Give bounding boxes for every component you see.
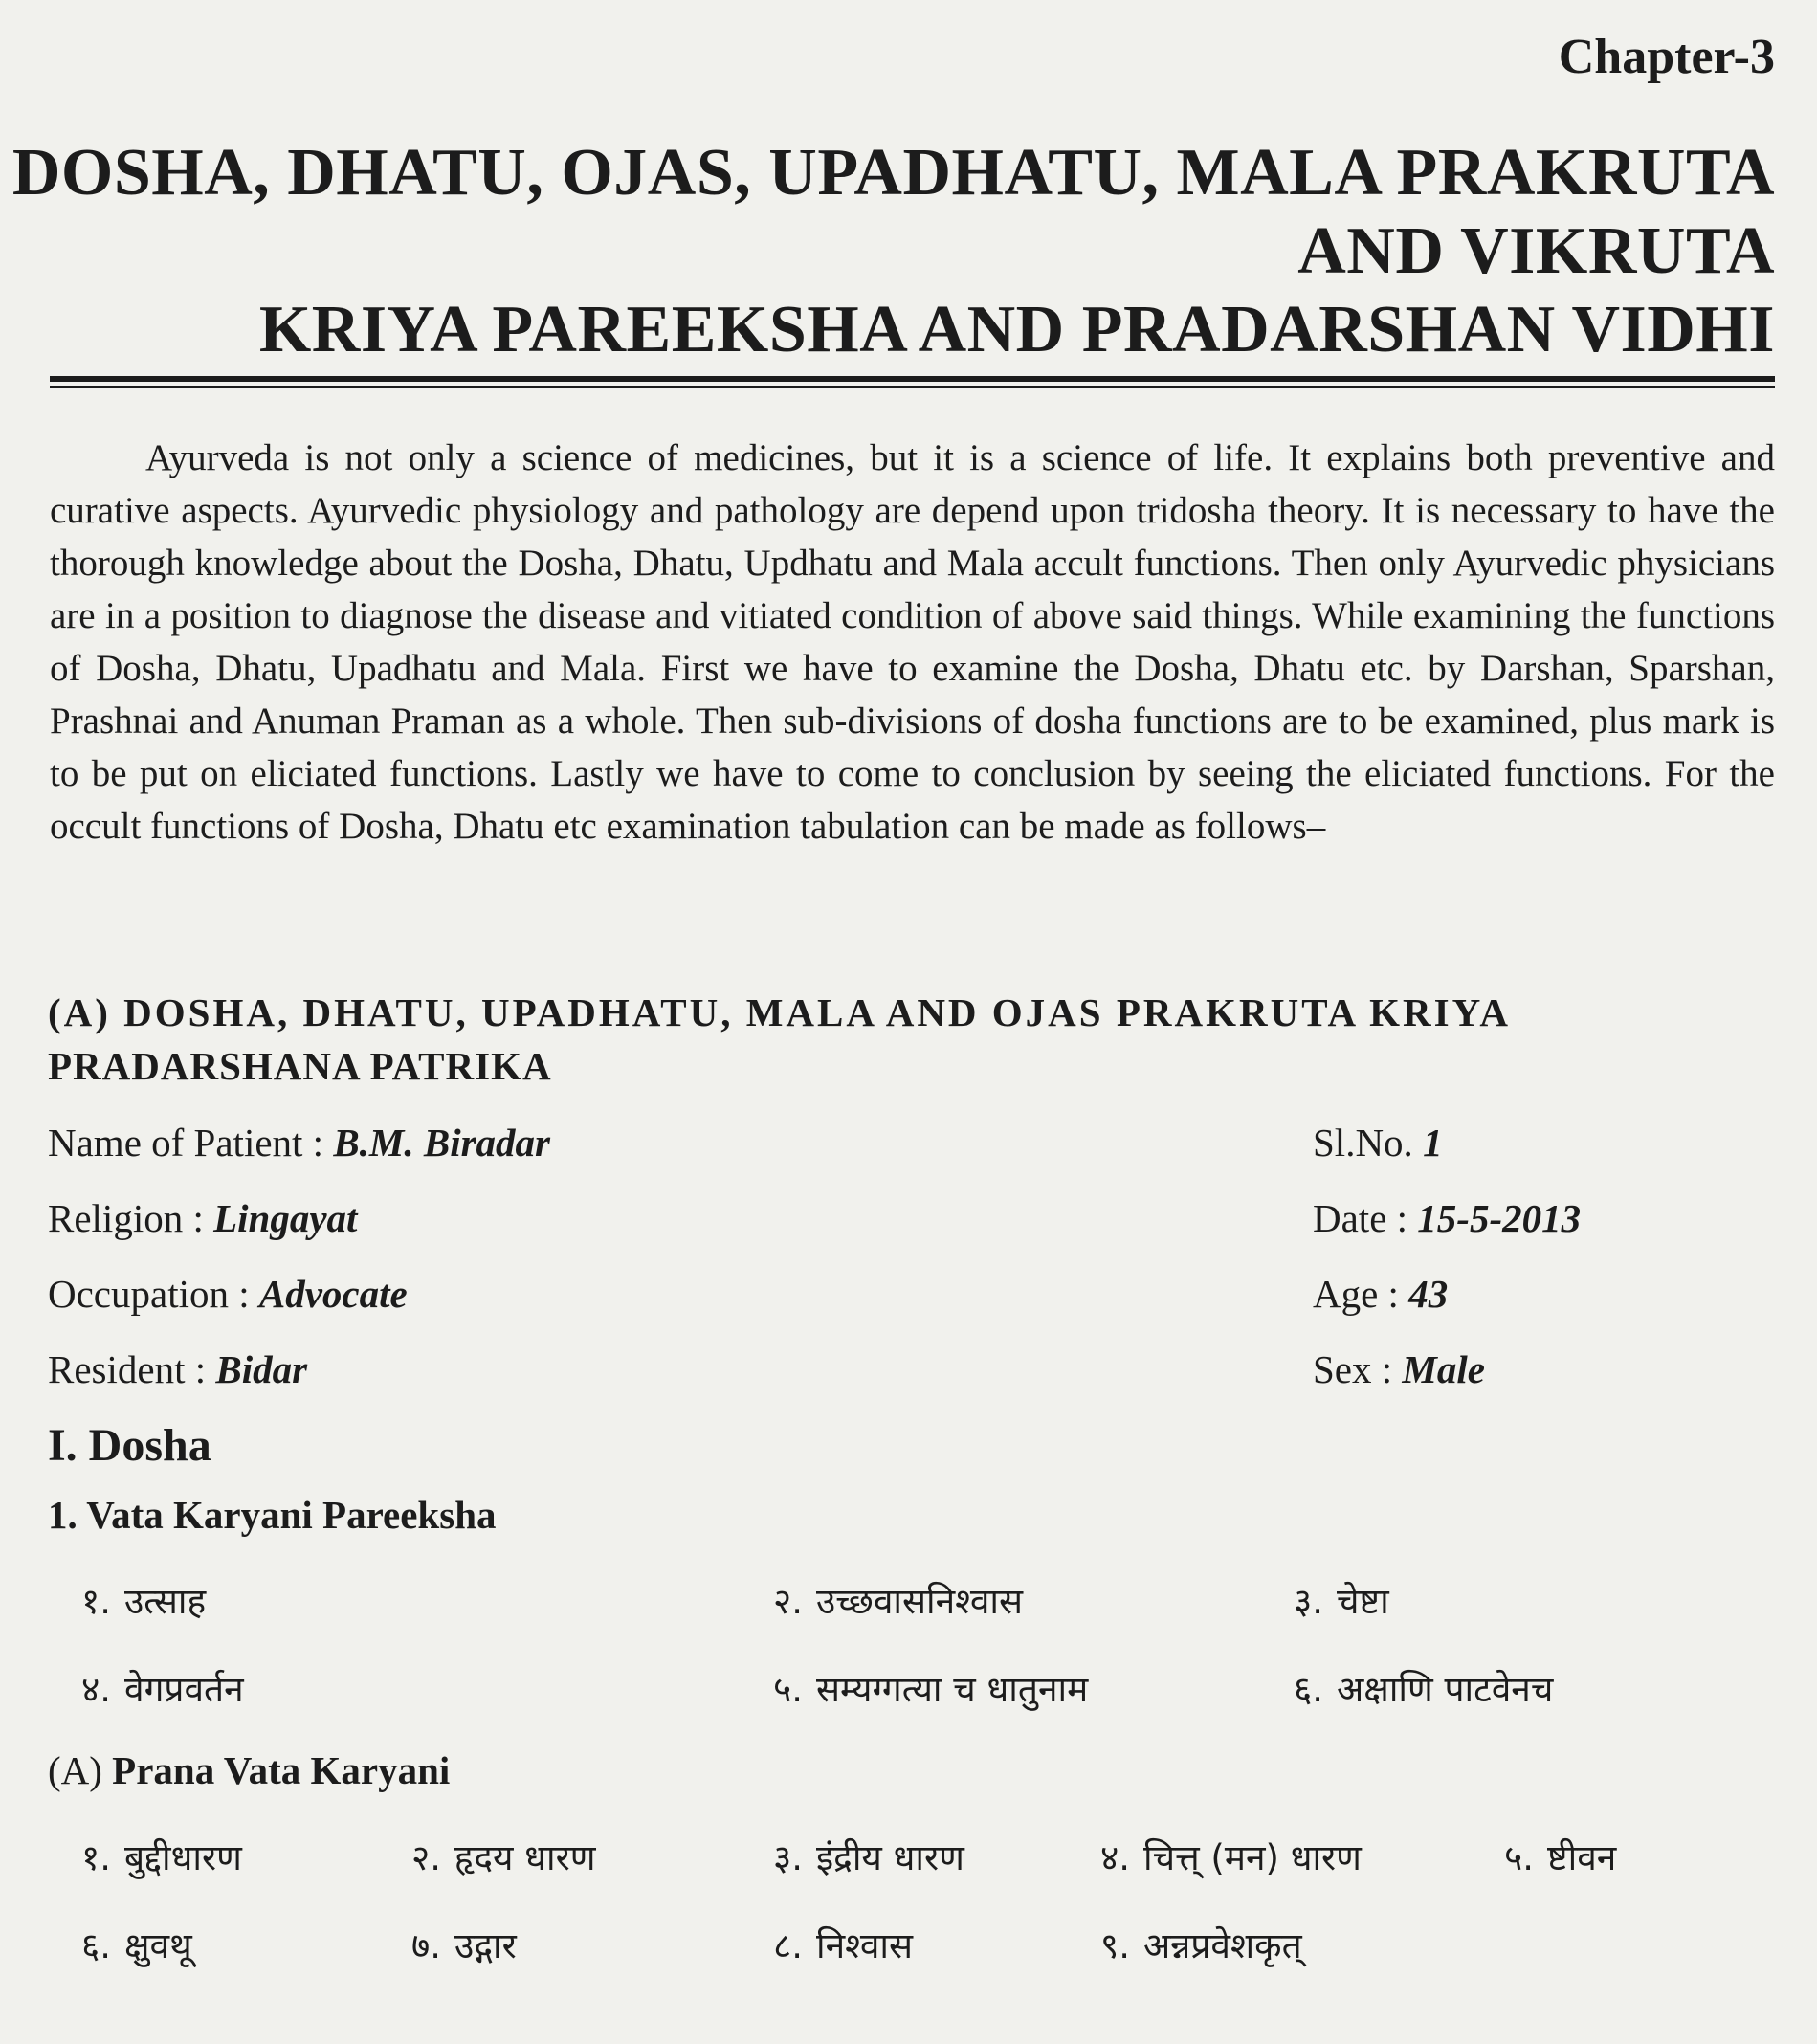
age-value: 43 [1408,1272,1449,1316]
serial-number-field [1313,1120,1443,1166]
sex-value: Male [1402,1347,1485,1391]
prana-item: ९. अन्नप्रवेशकृत् [1100,1925,1302,1966]
vata-item: ४. वेगप्रवर्तन [81,1669,244,1710]
occupation-field [48,1271,408,1317]
resident-label: Resident : [48,1347,216,1391]
prana-vata-title: Prana Vata Karyani [112,1748,451,1792]
vata-item: ३. चेष्टा [1294,1581,1389,1622]
section-a-line-2: PRADARSHANA PATRIKA [48,1044,552,1088]
prana-vata-prefix: (A) [48,1748,113,1792]
date-field [1313,1195,1581,1241]
religion-field [48,1195,357,1241]
title-rule-thin [50,386,1775,388]
prana-item: ६. क्षुवथू [81,1925,192,1966]
prana-item: १. बुद्दीधारण [81,1837,242,1878]
occupation-value: Advocate [258,1272,408,1316]
prana-item: ७. उद्गार [411,1925,517,1966]
resident-field [48,1346,307,1392]
vata-heading: 1. Vata Karyani Pareeksha [48,1493,497,1537]
section-a-line-1: (A) DOSHA, DHATU, UPADHATU, MALA AND OJAS PRAKRUTA KRIYA [48,990,1512,1034]
vata-item: १. उत्साह [81,1581,207,1622]
intro-paragraph: Ayurveda is not only a science of medicines, but it is a science of life. It explains both preventive and curative aspects. Ayurvedic physiology and pathology are depend upon tridosha theory. It is necessary to have the thorough knowledge about the Dosha, Dhatu, Updhatu and Mala accult functions. Then only Ayurvedic physicians are in a position to diagnose the disease and vitiated condition of above said things. While examining the functions of Dosha, Dhatu, Upadhatu and Mala. First we have to examine the Dosha, Dhatu etc. by Darshan, Sparshan, Prashnai and Anuman Praman as a whole. Then sub-divisions of dosha functions are to be examined, plus mark is to be put on eliciated functions. Lastly we have to come to conclusion by seeing the eliciated functions. For the occult functions of Dosha, Dhatu etc examination tabulation can be made as follows– [50,437,1775,847]
prana-item: ५. ष्टीवन [1504,1837,1617,1878]
dosha-heading: I. Dosha [48,1420,211,1471]
chapter-title [12,134,1775,369]
patient-name-value: B.M. Biradar [333,1121,551,1165]
prana-item: २. हृदय धारण [411,1837,596,1878]
prana-item: ८. निश्वास [773,1925,914,1966]
religion-value: Lingayat [213,1196,358,1240]
sex-label: Sex : [1313,1347,1403,1391]
patient-name-field [48,1120,550,1166]
vata-item: ५. सम्यग्गत्या च धातुनाम [773,1669,1089,1710]
age-field [1313,1271,1448,1317]
prana-item: ४. चित्त् (मन) धारण [1100,1837,1362,1878]
prana-vata-heading [48,1747,450,1793]
occupation-label: Occupation : [48,1272,259,1316]
religion-label: Religion : [48,1196,214,1240]
section-a-heading [48,986,1775,1093]
title-line-2: AND VIKRUTA [1297,214,1775,288]
chapter-label: Chapter-3 [1558,30,1775,84]
serial-number-value: 1 [1423,1121,1443,1165]
vata-item: ६. अक्षाणि पाटवेनच [1294,1669,1554,1710]
age-label: Age : [1313,1272,1409,1316]
title-line-1: DOSHA, DHATU, OJAS, UPADHATU, MALA PRAKRUTA [11,136,1775,210]
vata-item: २. उच्छवासनिश्वास [773,1581,1024,1622]
title-line-3: KRIYA PAREEKSHA AND PRADARSHAN VIDHI [258,293,1775,367]
sex-field [1313,1346,1485,1392]
date-label: Date : [1313,1196,1418,1240]
title-rule-thick [50,376,1775,382]
resident-value: Bidar [215,1347,308,1391]
prana-item: ३. इंद्रीय धारण [773,1837,964,1878]
patient-name-label: Name of Patient : [48,1121,334,1165]
serial-number-label: Sl.No. [1313,1121,1424,1165]
date-value: 15-5-2013 [1417,1196,1582,1240]
